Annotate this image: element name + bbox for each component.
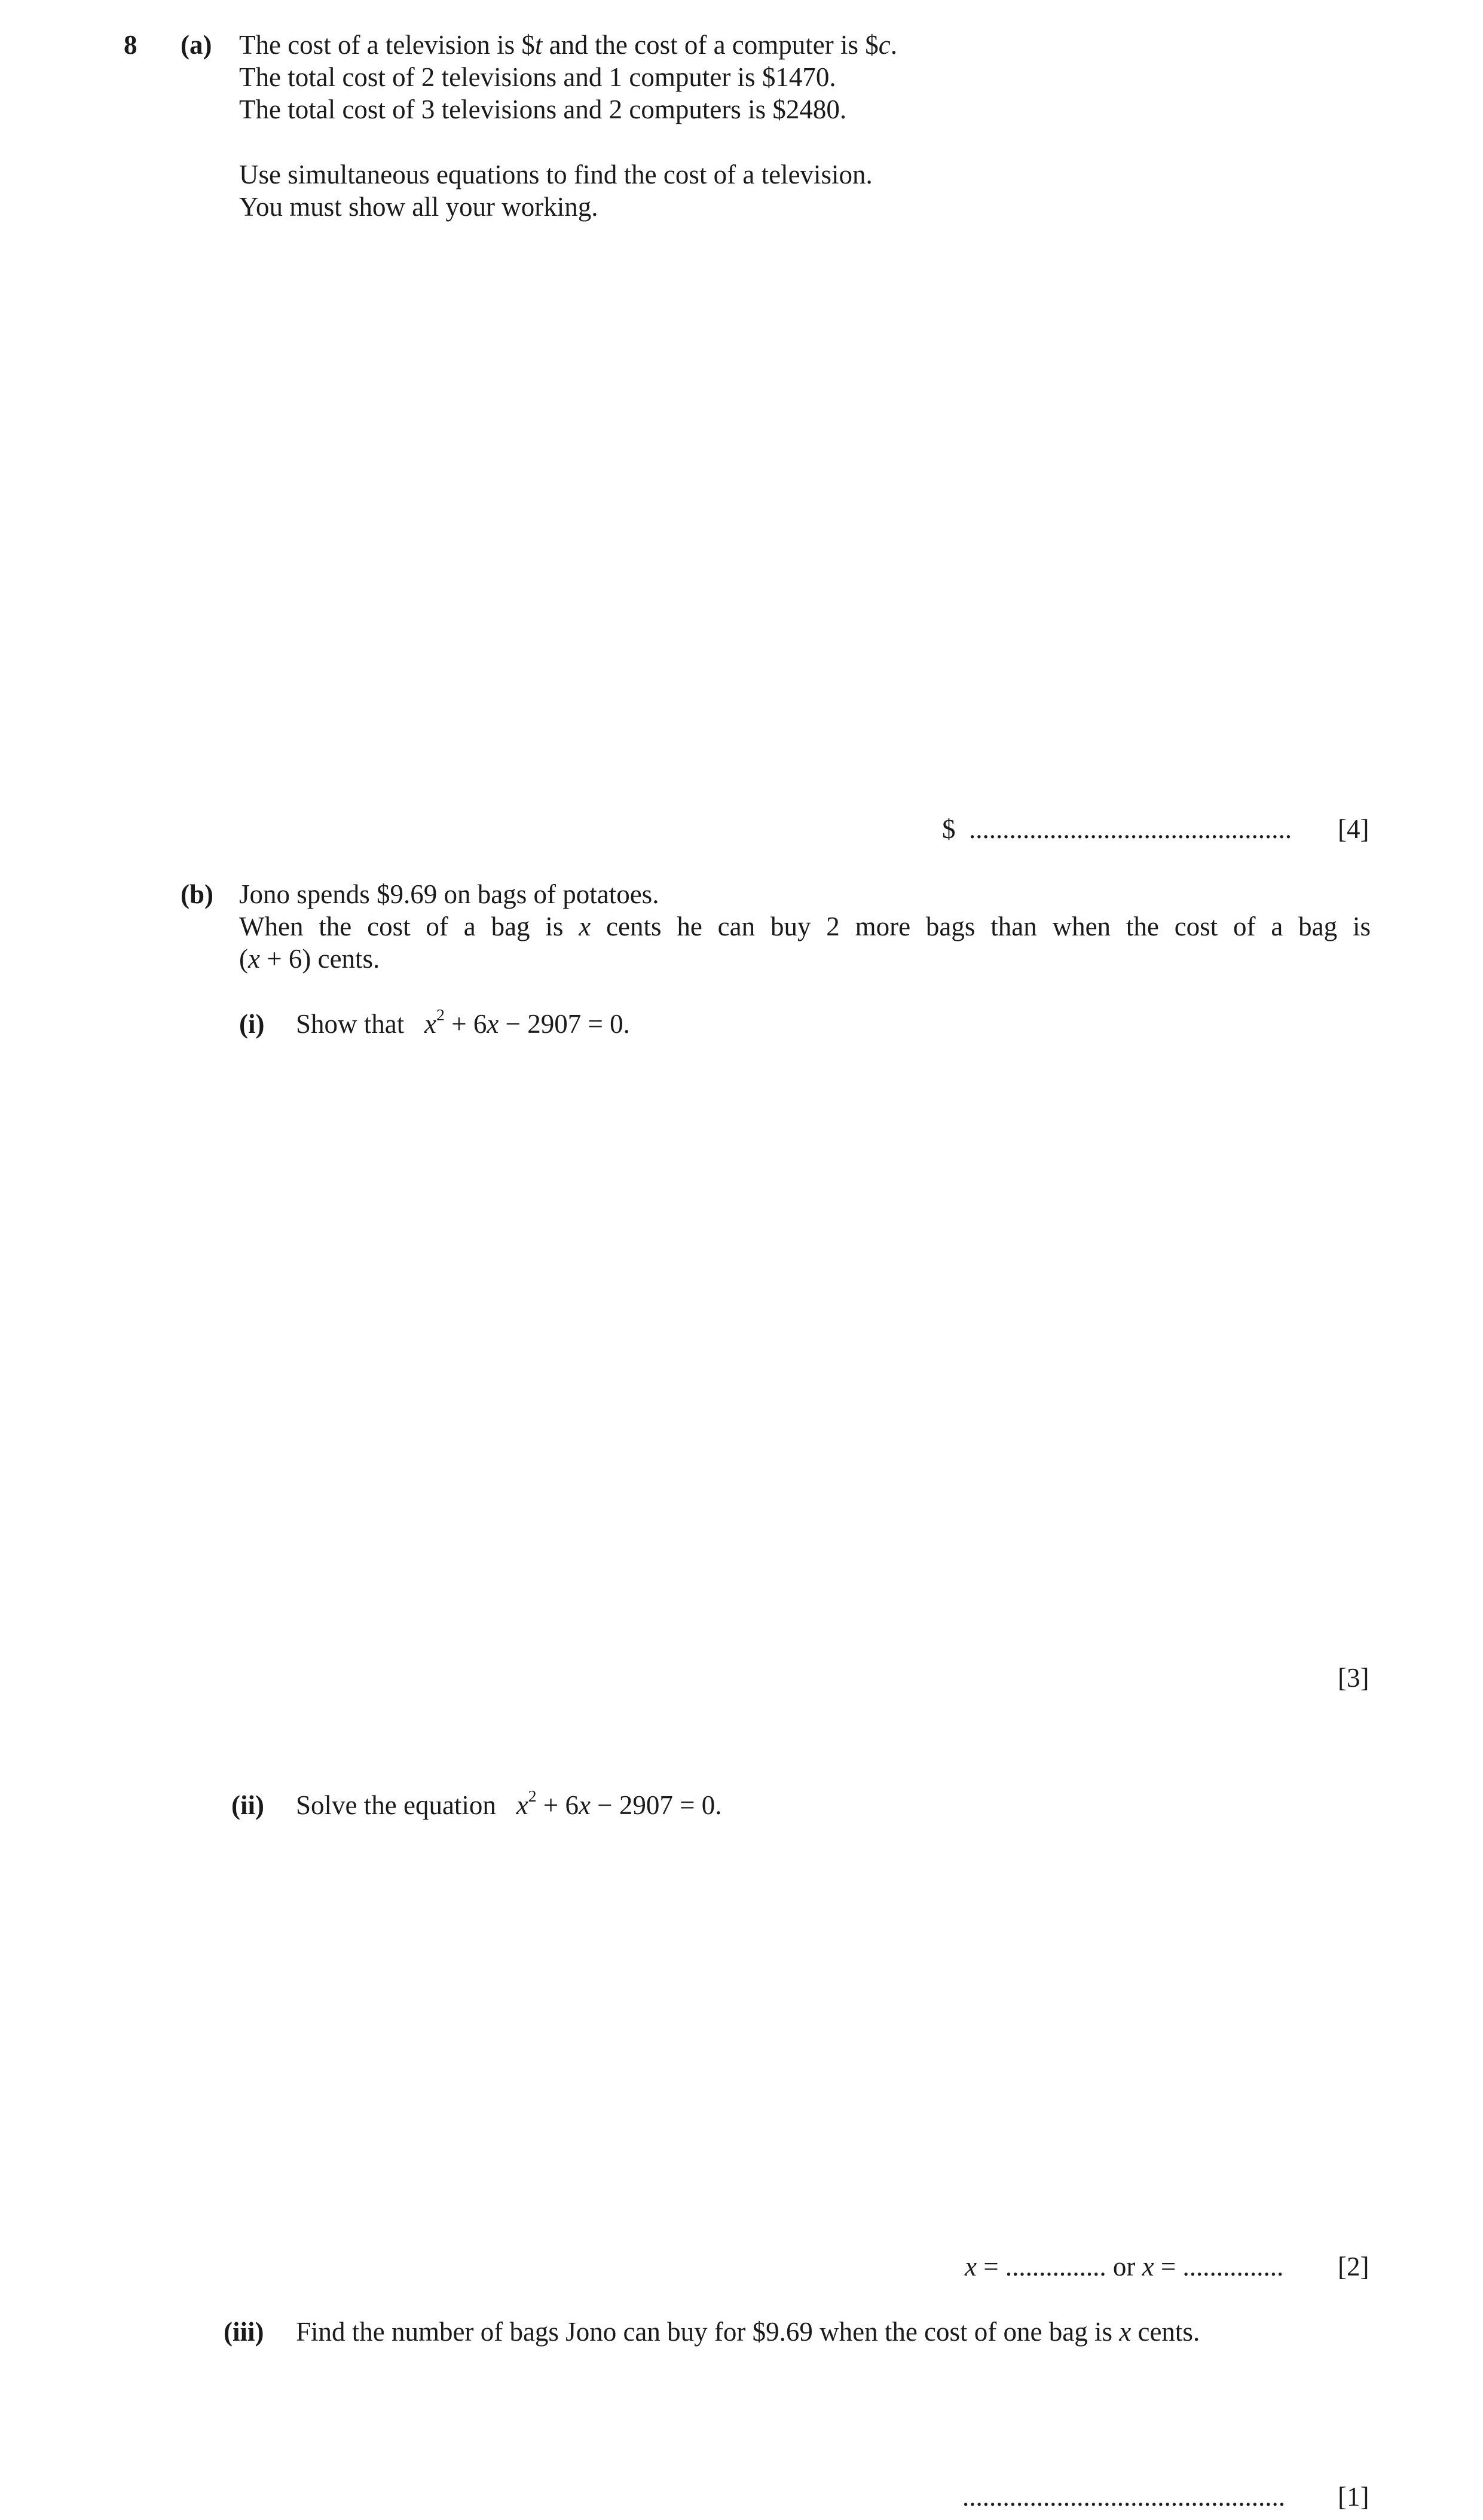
part-a-label: (a) [181,30,212,60]
part-b-iii-answer-line[interactable]: ................................................ [962,2482,1285,2512]
part-b-iii-text: Find the number of bags Jono can buy for $9.69 when the cost of one bag is x cents. [296,2317,1200,2347]
part-b-line-1: Jono spends $9.69 on bags of potatoes. [239,879,659,909]
part-b-label: (b) [181,879,213,909]
part-a-line-1: The cost of a television is $t and the cost of a computer is $c. [239,30,897,60]
question-number: 8 [124,30,137,60]
part-b-ii-text: Solve the equation $x^2 + 6x - 2907 = 0$. [296,1787,722,1820]
part-b-i-label: (i) [239,1009,265,1039]
part-a-line-3: The total cost of 3 televisions and 2 computers is $2480. [239,94,847,124]
part-b-iii-marks: [1] [1338,2482,1369,2512]
part-b-ii-label: (ii) [231,1790,264,1820]
part-b-ii-working-space[interactable] [239,1835,1375,2241]
part-b-iii-working-space[interactable] [239,2361,1375,2475]
part-a-working-space[interactable] [239,233,1375,801]
part-b-ii-marks: [2] [1338,2252,1369,2282]
part-b-i-working-space[interactable] [239,1052,1375,1638]
part-b-i-marks: [3] [1338,1663,1369,1693]
part-b-iii-label: (iii) [224,2317,264,2347]
part-b-i-text: Show that $x^2 + 6x - 2907 = 0$. [296,1006,630,1039]
part-a-answer-line[interactable]: $ ................................................ [942,814,1292,844]
part-a-instruction-2: You must show all your working. [239,192,598,222]
part-b-line-2: When the cost of a bag is x cents he can buy 2 more bags than when the cost of a bag is [239,912,1371,941]
part-b-line-3: (x + 6) cents. [239,944,380,974]
part-a-line-2: The total cost of 2 televisions and 1 computer is $1470. [239,62,836,92]
part-a-marks: [4] [1338,814,1369,844]
part-a-instruction-1: Use simultaneous equations to find the cost of a television. [239,160,873,189]
part-b-ii-answer-line[interactable]: x = ............... or x = ............... [965,2252,1284,2282]
